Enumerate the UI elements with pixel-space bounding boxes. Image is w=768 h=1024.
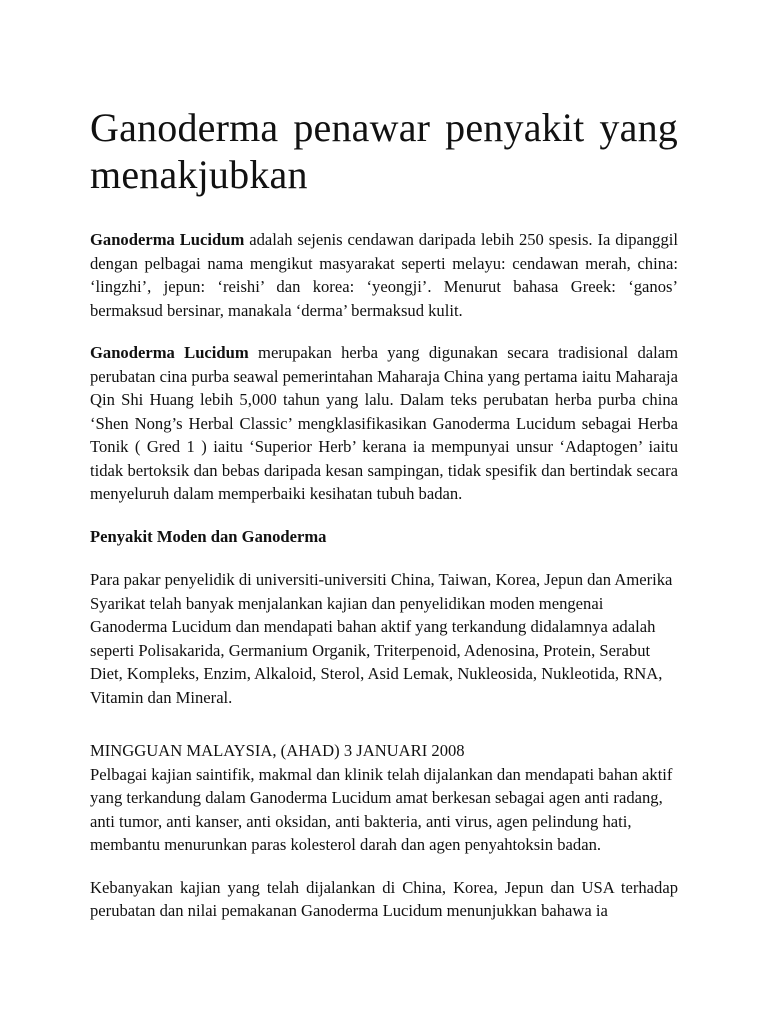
paragraph-findings: Kebanyakan kajian yang telah dijalankan di China, Korea, Jepun dan USA terhadap perubatan dan nilai pemakanan Ganoderma Lucidum menunjukkan bahawa ia — [90, 877, 678, 920]
document-title: Ganoderma penawar penyakit yang menakjubkan — [90, 105, 678, 197]
paragraph-research: Para pakar penyelidik di universiti-universiti China, Taiwan, Korea, Jepun dan Amerika Syarikat telah banyak menjalankan kajian dan penyelidikan moden mengenai Ganoderma Lucidum dan mendapati bahan aktif yang terkandung didalamnya adalah seperti Polisakarida, Germanium Organik, Triterpenoid, Adenosina, Protein, Serabut Diet, Kompleks, Enzim, Alkaloid, Sterol, Asid Lemak, Nukleosida, Nukleotida, RNA, Vitamin dan Mineral. — [90, 570, 673, 707]
section-heading: Penyakit Moden dan Ganoderma — [90, 526, 327, 546]
paragraph-studies: Pelbagai kajian saintifik, makmal dan klinik telah dijalankan dan mendapati bahan aktif yang terkandung dalam Ganoderma Lucidum amat berkesan sebagai agen anti radang, anti tumor, anti kanser, anti oksidan, anti bakteria, anti virus, agen pelindung hati, membantu menurunkan paras kolesterol darah dan agen penyahtoksin badan. — [90, 764, 673, 854]
paragraph-history — [90, 341, 678, 506]
paragraph-intro-bold: Ganoderma Lucidum — [90, 230, 245, 249]
paragraph-history-text: merupakan herba yang digunakan secara tradisional dalam perubatan cina purba seawal pemerintahan Maharaja China yang pertama iaitu Maharaja Qin Shi Huang lebih 5,000 tahun yang lalu. Dalam teks perubatan herba purba china ‘Shen Nong’s Herbal Classic’ mengklasifikasikan Ganoderma Lucidum sebagai Herba Tonik ( Gred 1 ) iaitu ‘Superior Herb’ kerana ia mempunyai unsur ‘Adaptogen’ iaitu tidak bertoksik dan bebas daripada kesan sampingan, tidak spesifik dan bertindak secara menyeluruh dalam memperbaiki kesihatan tubuh badan. — [90, 343, 678, 503]
paragraph-history-bold: Ganoderma Lucidum — [90, 343, 249, 362]
source-line: MINGGUAN MALAYSIA, (AHAD) 3 JANUARI 2008 — [90, 741, 465, 760]
paragraph-intro-text: adalah sejenis cendawan daripada lebih 250 spesis. Ia dipanggil dengan pelbagai nama mengikut masyarakat seperti melayu: cendawan merah, china: ‘lingzhi’, jepun: ‘reishi’ dan korea: ‘yeongji’. Menurut bahasa Greek: ‘ganos’ bermaksud bersinar, manakala ‘derma’ bermaksud kulit. — [90, 230, 678, 320]
paragraph-intro — [90, 228, 678, 322]
